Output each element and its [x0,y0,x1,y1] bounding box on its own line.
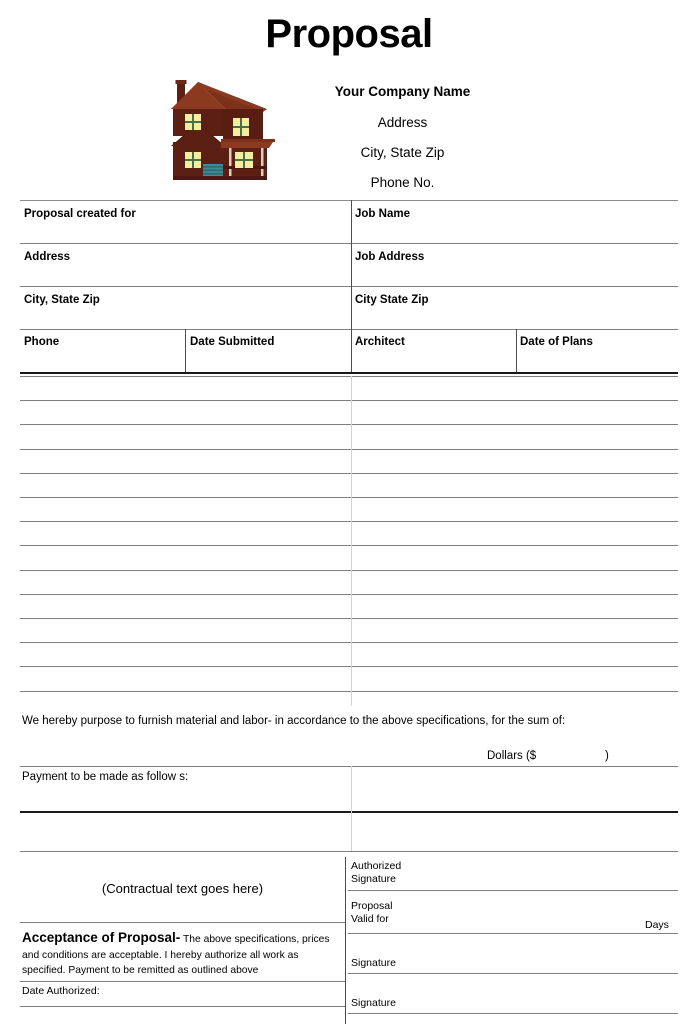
company-city-state-zip: City, State Zip [360,145,445,160]
field-label-address: Address [24,251,71,263]
field-label-job-address: Job Address [355,251,425,263]
form-table-top-rule [20,200,678,201]
payment-terms-label: Payment to be made as follow s: [22,771,189,783]
ruled-line [20,642,678,643]
field-label-city-state-zip: City, State Zip [24,294,100,306]
date-authorized-rule [20,1006,345,1007]
authorized-signature-label: Authorized Signature [351,860,402,885]
field-label-phone: Phone [24,336,60,348]
ruled-line [20,400,678,401]
signature-label-2: Signature [351,997,396,1009]
page-title: Proposal [265,12,433,56]
company-name: Your Company Name [334,84,471,99]
date-authorized-label: Date Authorized: [22,985,100,997]
ruled-line [20,473,678,474]
ruled-line [20,570,678,571]
signature-rule-2 [348,1013,678,1014]
ruled-line [20,449,678,450]
terms-center-divider [351,766,352,812]
company-phone: Phone No. [370,175,435,190]
days-label: Days [645,919,669,931]
ruled-line [20,497,678,498]
dollars-label: Dollars ($ [487,750,537,762]
signature-label-1: Signature [351,957,396,969]
contractual-text: (Contractual text goes here) [101,881,264,896]
field-label-architect: Architect [355,336,405,348]
signature-rule-1 [348,973,678,974]
ruled-line [20,424,678,425]
acceptance-heading: Acceptance of Proposal- [22,930,181,945]
house-illustration-icon [163,76,283,186]
ruled-line [20,618,678,619]
furnish-statement: We hereby purpose to furnish material and labor- in accordance to the above specifications, for the sum of: [22,715,566,727]
dollars-close-paren: ) [605,750,609,762]
field-label-date-submitted: Date Submitted [190,336,275,348]
form-divider-center [351,200,352,372]
field-label-date-of-plans: Date of Plans [520,336,593,348]
writing-area-top-rule [20,372,678,374]
payment-rule-1 [20,811,678,813]
ruled-line [20,691,678,692]
ruled-line [20,545,678,546]
acceptance-body: The above specifications, prices and conditions are acceptable. I hereby authorize all work as specified. Payment to be remitted as outlined above [22,934,330,976]
authorized-signature-rule [348,890,678,891]
acceptance-bottom-rule [20,981,345,982]
signature-column-divider [345,857,346,1024]
payment-rule-2 [20,851,678,852]
field-label-job-name: Job Name [355,208,410,220]
proposal-valid-rule [348,933,678,934]
ruled-line [20,666,678,667]
writing-area-center-divider [351,376,352,706]
proposal-valid-for-label: Proposal Valid for [351,900,393,925]
acceptance-of-proposal-block [22,930,340,979]
dollars-rule [20,766,678,767]
form-row-rule-2 [20,286,678,287]
contractual-bottom-rule [20,922,345,923]
form-divider-architect-date [516,329,517,372]
company-address: Address [377,115,428,130]
form-row-rule-1 [20,243,678,244]
form-row-rule-3 [20,329,678,330]
field-label-job-city-state-zip: City State Zip [355,294,429,306]
ruled-line [20,521,678,522]
payment-center-divider [351,811,352,851]
ruled-line [20,594,678,595]
ruled-line [20,376,678,377]
form-divider-phone-date [185,329,186,372]
field-label-proposal-created-for: Proposal created for [24,208,136,220]
